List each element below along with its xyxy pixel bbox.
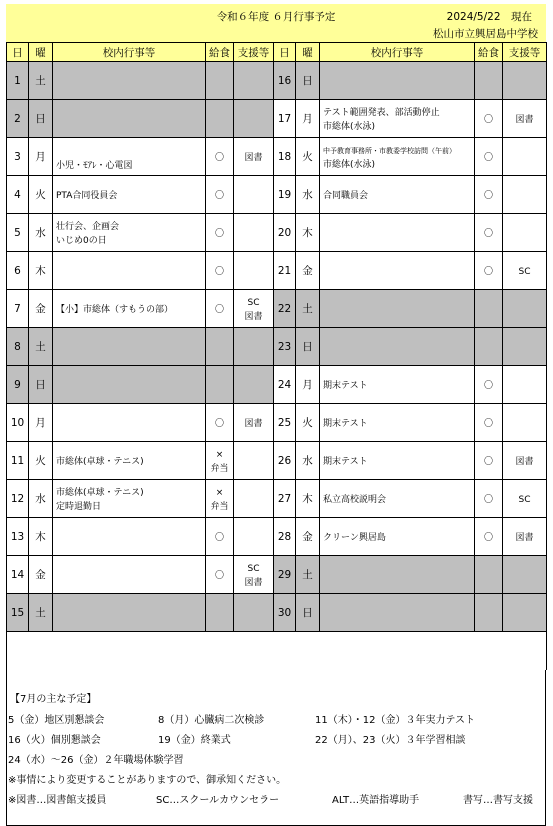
calendar-row: [7, 176, 547, 214]
col-day: 日: [7, 43, 29, 62]
event-cell: [53, 594, 206, 632]
event-cell: [320, 214, 475, 252]
lunch-cell: [206, 480, 234, 518]
day-number: 25: [274, 404, 296, 442]
lunch-cell: [475, 404, 503, 442]
lunch-cell: [475, 480, 503, 518]
event-text: いじめ0の日: [56, 235, 107, 246]
lunch-cell: [206, 214, 234, 252]
support-cell: [503, 252, 547, 290]
weekday: 日: [296, 594, 320, 632]
support-cell: [503, 214, 547, 252]
lunch-mark: 〇: [483, 532, 493, 543]
event-text: 定時退勤日: [56, 501, 102, 512]
lunch-mark: 〇: [483, 266, 493, 277]
event-cell: [53, 442, 206, 480]
calendar-table: [6, 42, 547, 670]
day-number: 13: [7, 518, 29, 556]
support-cell: [234, 328, 274, 366]
support-text: SC: [247, 563, 260, 574]
lunch-cell: [206, 100, 234, 138]
support-cell: [234, 404, 274, 442]
support-cell: [503, 100, 547, 138]
calendar-row: [7, 138, 547, 176]
lunch-mark: 〇: [214, 152, 224, 163]
event-text: 期末テスト: [323, 380, 368, 391]
lunch-cell: [206, 594, 234, 632]
weekday: 日: [296, 328, 320, 366]
day-number: 1: [7, 62, 29, 100]
col-events: 校内行事等: [53, 43, 206, 62]
event-text: テスト範囲発表、部活動停止: [323, 107, 440, 118]
event-cell: [320, 100, 475, 138]
lunch-cell: [475, 252, 503, 290]
calendar-row: [7, 404, 547, 442]
as-of-date: 2024/5/22 現在: [446, 11, 532, 23]
support-cell: [503, 138, 547, 176]
event-cell: [320, 62, 475, 100]
day-number: 10: [7, 404, 29, 442]
weekday: 土: [296, 290, 320, 328]
support-text: 図書: [515, 532, 534, 543]
school-name: 松山市立興居島中学校: [433, 28, 538, 40]
lunch-mark: ×: [215, 487, 224, 498]
support-cell: [234, 62, 274, 100]
col-support: 支援等: [503, 43, 547, 62]
lunch-mark: 〇: [483, 380, 493, 391]
day-number: 28: [274, 518, 296, 556]
event-cell: [53, 62, 206, 100]
weekday: 金: [296, 252, 320, 290]
event-cell: [320, 594, 475, 632]
day-number: 2: [7, 100, 29, 138]
weekday: 日: [29, 366, 53, 404]
lunch-cell: [475, 214, 503, 252]
calendar-row: [7, 214, 547, 252]
event-cell: [53, 366, 206, 404]
support-cell: [234, 480, 274, 518]
calendar-row: [7, 100, 547, 138]
weekday: 火: [29, 442, 53, 480]
support-cell: [503, 404, 547, 442]
day-number: 21: [274, 252, 296, 290]
event-cell: [320, 556, 475, 594]
lunch-cell: [475, 62, 503, 100]
event-text: 壮行会、企画会: [56, 221, 120, 232]
support-cell: [234, 100, 274, 138]
weekday: 火: [296, 138, 320, 176]
weekday: 日: [296, 62, 320, 100]
weekday: 水: [29, 214, 53, 252]
calendar-row: [7, 442, 547, 480]
event-cell: [53, 328, 206, 366]
day-number: 18: [274, 138, 296, 176]
weekday: 木: [296, 214, 320, 252]
event-cell: [53, 214, 206, 252]
event-text: 市総体(卓球・テニス): [56, 487, 144, 498]
weekday: 月: [29, 404, 53, 442]
lunch-mark: 〇: [483, 456, 493, 467]
lunch-cell: [475, 594, 503, 632]
weekday: 土: [296, 556, 320, 594]
lunch-cell: [475, 290, 503, 328]
weekday: 土: [29, 328, 53, 366]
col-weekday: 曜: [296, 43, 320, 62]
weekday: 水: [296, 176, 320, 214]
event-cell: [320, 404, 475, 442]
weekday: 月: [296, 366, 320, 404]
support-cell: [503, 480, 547, 518]
calendar-row: [7, 62, 547, 100]
support-cell: [234, 252, 274, 290]
day-number: 8: [7, 328, 29, 366]
lunch-mark: 〇: [214, 418, 224, 429]
lunch-mark: 〇: [214, 266, 224, 277]
lunch-cell: [475, 100, 503, 138]
weekday: 日: [29, 100, 53, 138]
support-cell: [503, 176, 547, 214]
event-text: 合同職員会: [323, 190, 369, 201]
day-number: 12: [7, 480, 29, 518]
event-text: 市総体(卓球・テニス): [56, 456, 144, 467]
event-cell: [320, 176, 475, 214]
weekday: 月: [296, 100, 320, 138]
lunch-mark: 〇: [214, 532, 224, 543]
legend-item: SC…スクールカウンセラー: [156, 794, 280, 806]
spacer-row: [7, 632, 547, 670]
lunch-cell: [206, 252, 234, 290]
day-number: 9: [7, 366, 29, 404]
lunch-cell: [475, 442, 503, 480]
lunch-mark: 〇: [483, 418, 493, 429]
lunch-cell: [475, 366, 503, 404]
event-text: 私立高校説明会: [323, 494, 387, 505]
lunch-mark: 〇: [214, 228, 224, 239]
col-day: 日: [274, 43, 296, 62]
july-heading: 【7月の主な予定】: [10, 693, 97, 705]
support-text: 図書: [244, 577, 263, 588]
support-text: 図書: [244, 152, 263, 163]
support-cell: [234, 442, 274, 480]
day-number: 26: [274, 442, 296, 480]
lunch-mark: ×: [215, 449, 224, 460]
july-item: 22（月）、23（火）３年学習相談: [315, 734, 466, 746]
support-cell: [234, 138, 274, 176]
weekday: 水: [296, 442, 320, 480]
weekday: 火: [29, 176, 53, 214]
lunch-mark: 〇: [483, 152, 493, 163]
weekday: 木: [29, 252, 53, 290]
event-cell: [320, 328, 475, 366]
support-cell: [503, 518, 547, 556]
lunch-mark: 〇: [483, 114, 493, 125]
legend-item: ※図書…図書館支援員: [8, 794, 107, 806]
column-header-row: [7, 43, 547, 62]
event-text: 【小】市総体（すもうの部）: [56, 304, 174, 315]
event-cell: [53, 176, 206, 214]
day-number: 5: [7, 214, 29, 252]
calendar-row: [7, 366, 547, 404]
schedule-page: [6, 4, 546, 826]
header: [6, 4, 546, 42]
weekday: 金: [296, 518, 320, 556]
weekday: 火: [296, 404, 320, 442]
lunch-cell: [475, 518, 503, 556]
day-number: 30: [274, 594, 296, 632]
weekday: 土: [29, 594, 53, 632]
notice-text: ※事情により変更することがありますので、御承知ください。: [8, 774, 287, 786]
support-cell: [234, 176, 274, 214]
july-item: 5（金）地区別懇談会: [8, 714, 105, 726]
event-cell: [53, 556, 206, 594]
lunch-cell: [206, 518, 234, 556]
col-lunch: 給食: [475, 43, 503, 62]
event-cell: [320, 480, 475, 518]
calendar-row: [7, 594, 547, 632]
support-cell: [503, 556, 547, 594]
event-cell: [53, 518, 206, 556]
lunch-mark: 〇: [483, 228, 493, 239]
day-number: 3: [7, 138, 29, 176]
day-number: 6: [7, 252, 29, 290]
event-text: 期末テスト: [323, 456, 368, 467]
day-number: 14: [7, 556, 29, 594]
support-cell: [234, 214, 274, 252]
lunch-cell: [206, 328, 234, 366]
event-cell: [320, 252, 475, 290]
lunch-mark: 〇: [214, 570, 224, 581]
support-cell: [503, 442, 547, 480]
support-cell: [503, 366, 547, 404]
col-weekday: 曜: [29, 43, 53, 62]
lunch-cell: [206, 290, 234, 328]
support-cell: [503, 328, 547, 366]
event-cell: [320, 138, 475, 176]
legend-item: 書写…書写支援: [463, 794, 533, 806]
weekday: 月: [29, 138, 53, 176]
lunch-cell: [475, 556, 503, 594]
event-text: 市総体(水泳): [323, 121, 376, 132]
event-cell: [53, 252, 206, 290]
day-number: 27: [274, 480, 296, 518]
notes-section: [6, 670, 546, 826]
event-text: クリーン興居島: [323, 532, 386, 543]
weekday: 土: [29, 62, 53, 100]
support-cell: [234, 556, 274, 594]
day-number: 7: [7, 290, 29, 328]
weekday: 金: [29, 290, 53, 328]
weekday: 水: [29, 480, 53, 518]
event-text: 小児・ﾓｱﾚ・心電図: [56, 161, 133, 171]
event-cell: [320, 442, 475, 480]
lunch-mark: 〇: [214, 304, 224, 315]
day-number: 24: [274, 366, 296, 404]
lunch-cell: [206, 62, 234, 100]
weekday: 木: [29, 518, 53, 556]
event-cell: [320, 366, 475, 404]
calendar-row: [7, 518, 547, 556]
calendar-row: [7, 480, 547, 518]
col-lunch: 給食: [206, 43, 234, 62]
col-events: 校内行事等: [320, 43, 475, 62]
calendar-row: [7, 252, 547, 290]
july-item: 16（火）個別懇談会: [8, 734, 101, 746]
lunch-mark: 〇: [214, 190, 224, 201]
july-item: 24（水）～26（金）２年職場体験学習: [8, 754, 184, 766]
support-cell: [503, 594, 547, 632]
lunch-cell: [475, 176, 503, 214]
day-number: 16: [274, 62, 296, 100]
support-cell: [234, 594, 274, 632]
weekday: 木: [296, 480, 320, 518]
lunch-mark: 弁当: [210, 501, 229, 512]
calendar-row: [7, 328, 547, 366]
lunch-cell: [206, 442, 234, 480]
support-cell: [503, 290, 547, 328]
legend-item: ALT…英語指導助手: [332, 794, 420, 806]
support-text: 図書: [515, 456, 534, 467]
support-text: 図書: [244, 418, 263, 429]
calendar-row: [7, 290, 547, 328]
event-cell: [320, 290, 475, 328]
event-text: 中予教育事務所・市教委学校訪問（午前）: [323, 146, 456, 155]
support-cell: [234, 518, 274, 556]
day-number: 29: [274, 556, 296, 594]
event-text: PTA合同役員会: [56, 190, 118, 201]
day-number: 22: [274, 290, 296, 328]
page-title: 令和６年度 ６月行事予定: [216, 11, 336, 23]
support-text: SC: [518, 494, 531, 505]
lunch-cell: [475, 138, 503, 176]
support-cell: [503, 62, 547, 100]
spacer-cell: [7, 632, 547, 670]
event-cell: [53, 404, 206, 442]
support-text: SC: [247, 297, 260, 308]
lunch-cell: [206, 176, 234, 214]
support-text: 図書: [515, 114, 534, 125]
event-text: [56, 145, 205, 159]
july-item: 19（金）終業式: [158, 734, 231, 746]
lunch-cell: [206, 556, 234, 594]
lunch-mark: 〇: [483, 494, 493, 505]
event-cell: [53, 100, 206, 138]
lunch-cell: [206, 366, 234, 404]
day-number: 4: [7, 176, 29, 214]
calendar-row: [7, 556, 547, 594]
support-cell: [234, 290, 274, 328]
calendar-body: [7, 62, 547, 632]
day-number: 17: [274, 100, 296, 138]
day-number: 23: [274, 328, 296, 366]
day-number: 11: [7, 442, 29, 480]
day-number: 15: [7, 594, 29, 632]
day-number: 20: [274, 214, 296, 252]
lunch-cell: [206, 404, 234, 442]
support-text: 図書: [244, 311, 263, 322]
lunch-mark: 弁当: [210, 463, 229, 474]
event-cell: [53, 290, 206, 328]
support-text: SC: [518, 266, 531, 277]
lunch-cell: [475, 328, 503, 366]
event-text: 市総体(水泳): [323, 159, 376, 170]
event-text: 期末テスト: [323, 418, 368, 429]
lunch-mark: 〇: [483, 190, 493, 201]
weekday: 金: [29, 556, 53, 594]
event-cell: [53, 138, 206, 176]
day-number: 19: [274, 176, 296, 214]
july-item: 8（月）心臓病二次検診: [158, 714, 265, 726]
support-cell: [234, 366, 274, 404]
col-support: 支援等: [234, 43, 274, 62]
july-item: 11（木）・12（金）３年実力テスト: [315, 714, 476, 726]
event-cell: [320, 518, 475, 556]
lunch-cell: [206, 138, 234, 176]
event-cell: [53, 480, 206, 518]
